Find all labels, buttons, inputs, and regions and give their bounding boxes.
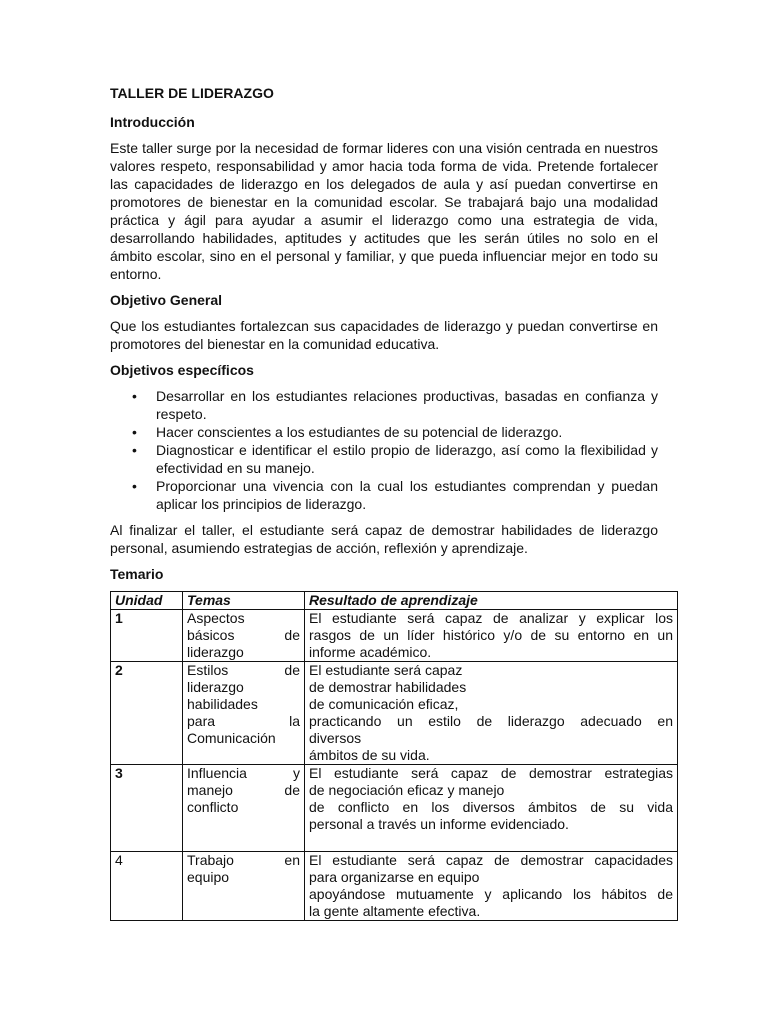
list-item — [132, 441, 658, 477]
cell-line: para organizarse en equipo — [309, 869, 480, 885]
cell-line: Comunicación — [187, 730, 276, 746]
bullet-icon: • — [132, 388, 137, 404]
cell-line: manejo de — [187, 782, 300, 798]
table-header-row — [111, 592, 678, 610]
document-title: TALLER DE LIDERAZGO — [110, 85, 274, 101]
table-row — [111, 610, 678, 662]
cell-line: practicando un estilo de liderazgo adecuado en — [309, 713, 673, 729]
cell-line: Estilos de — [187, 662, 300, 678]
conclusion-paragraph: Al finalizar el taller, el estudiante será capaz de demostrar habilidades de liderazgo personal, asumiendo estrategias de acción, reflexión y aprendizaje. — [110, 522, 658, 556]
bullet-icon: • — [132, 424, 137, 440]
bullet-icon: • — [132, 442, 137, 458]
intro-heading: Introducción — [110, 114, 195, 130]
cell-tema — [183, 765, 305, 852]
cell-line: de comunicación eficaz, — [309, 696, 459, 712]
temario-heading: Temario — [110, 566, 164, 582]
cell-resultado — [305, 765, 678, 852]
cell-line: informe académico. — [309, 644, 432, 660]
list-item — [132, 423, 658, 441]
cell-line: de conflicto en los diversos ámbitos de su vida — [309, 799, 673, 815]
cell-line: rasgos de un líder histórico y/o de su entorno en un — [309, 627, 673, 643]
cell-line: equipo — [187, 869, 230, 885]
cell-unidad: 4 — [111, 852, 183, 921]
cell-resultado — [305, 610, 678, 662]
cell-line: Influencia y — [187, 765, 300, 781]
list-item — [132, 477, 658, 513]
cell-line: básicos de — [187, 627, 300, 643]
temario-table — [110, 591, 678, 921]
cell-unidad: 1 — [111, 610, 183, 662]
list-item-text: Hacer conscientes a los estudiantes de su potencial de liderazgo. — [156, 424, 563, 440]
cell-line: la gente altamente efectiva. — [309, 903, 481, 919]
cell-line: El estudiante será capaz de demostrar estrategias — [309, 765, 673, 781]
cell-unidad: 2 — [111, 662, 183, 765]
list-item — [132, 387, 658, 423]
cell-line: El estudiante será capaz de demostrar capacidades — [309, 852, 673, 868]
list-item-text: Diagnosticar e identificar el estilo propio de liderazgo, así como la flexibilidad y efectividad en su manejo. — [156, 442, 658, 476]
cell-line: El estudiante será capaz de analizar y explicar los — [309, 610, 673, 626]
header-temas: Temas — [183, 592, 305, 610]
cell-line: diversos — [309, 730, 362, 746]
cell-line: de negociación eficaz y manejo — [309, 782, 505, 798]
cell-line: personal a través un informe evidenciado. — [309, 816, 569, 832]
intro-paragraph: Este taller surge por la necesidad de formar lideres con una visión centrada en nuestros valores respeto, responsabilidad y amor hacia toda forma de vida. Pretende fortalecer las capacidades de liderazgo en los delegados de aula y así puedan convertirse en promotores de bienestar en la comunidad escolar. Se trabajará bajo una modalidad práctica y ágil para ayudar a asumir el liderazgo como una estrategia de vida, desarrollando habilidades, aptitudes y actitudes que les serán útiles no solo en el ámbito escolar, sino en el personal y familiar, y que pueda influenciar mejor en todo su entorno. — [110, 140, 658, 282]
cell-tema — [183, 852, 305, 921]
objetivo-general-heading: Objetivo General — [110, 292, 223, 308]
cell-line: habilidades — [187, 696, 258, 712]
list-item-text: Proporcionar una vivencia con la cual los estudiantes comprendan y puedan aplicar los principios de liderazgo. — [156, 478, 658, 512]
cell-line: para la — [187, 713, 300, 729]
cell-tema — [183, 610, 305, 662]
table-row — [111, 662, 678, 765]
table-row — [111, 765, 678, 852]
objetivos-list — [110, 387, 658, 513]
table-row — [111, 852, 678, 921]
cell-resultado — [305, 662, 678, 765]
cell-line: liderazgo — [187, 679, 244, 695]
list-item-text: Desarrollar en los estudiantes relaciones productivas, basadas en confianza y respeto. — [156, 388, 658, 422]
objetivo-general-paragraph: Que los estudiantes fortalezcan sus capacidades de liderazgo y puedan convertirse en promotores del bienestar en la comunidad educativa. — [110, 318, 658, 352]
cell-line: de demostrar habilidades — [309, 679, 467, 695]
cell-line: apoyándose mutuamente y aplicando los hábitos de — [309, 886, 673, 902]
bullet-icon: • — [132, 478, 137, 494]
cell-line: El estudiante será capaz — [309, 662, 463, 678]
header-resultado: Resultado de aprendizaje — [305, 592, 678, 610]
cell-tema — [183, 662, 305, 765]
cell-line: Aspectos — [187, 610, 245, 626]
cell-line: liderazgo — [187, 644, 244, 660]
cell-line: conflicto — [187, 799, 239, 815]
cell-line: Trabajo en — [187, 852, 300, 868]
cell-unidad: 3 — [111, 765, 183, 852]
objetivos-especificos-heading: Objetivos específicos — [110, 362, 254, 378]
header-unidad: Unidad — [111, 592, 183, 610]
cell-resultado — [305, 852, 678, 921]
cell-line: ámbitos de su vida. — [309, 747, 430, 763]
